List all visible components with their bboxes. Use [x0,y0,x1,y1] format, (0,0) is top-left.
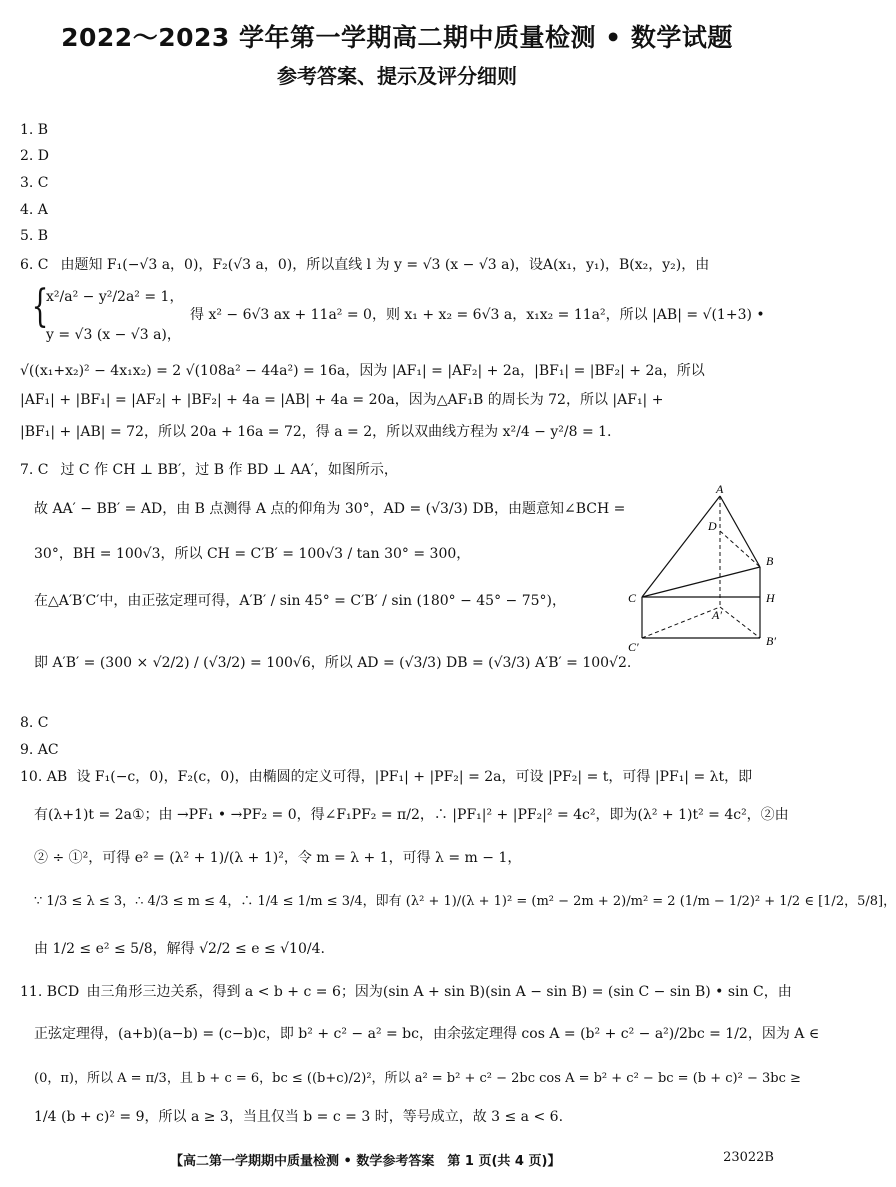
q7-line-1 [20,461,398,479]
label-B-prime: B′ [766,634,776,648]
q6-text-1: 由题知 F₁(−√3 a，0)，F₂(√3 a，0)，所以直线 l 为 y = √3 (x − √3 a)，设A(x₁，y₁)，B(x₂，y₂)，由 [60,257,710,273]
q6-line-1 [20,256,709,274]
q11-number: 11. BCD [20,984,80,1000]
answer-5: 5. B [20,228,49,244]
answer-2: 2. D [20,148,50,164]
q10-number: 10. AB [20,769,68,785]
answer-1: 1. B [20,122,49,138]
q11-text-1: 由三角形三边关系，得到 a < b + c = 6；因为(sin A + sin B)(sin A − sin B) = (sin C − sin B) • sin C，由 [86,984,792,1000]
system-brace: { [31,281,49,332]
q6-system-result: 得 x² − 6√3 ax + 11a² = 0，则 x₁ + x₂ = 6√3 a，x₁x₂ = 11a²，所以 |AB| = √(1+3) • [190,307,765,323]
q11-line-3: (0，π)，所以 A = π/3，且 b + c = 6，bc ≤ ((b+c)/2)²，所以 a² = b² + c² − 2bc cos A = b² + c² − bc = (b + c)² − 3bc ≥ [34,1071,801,1086]
q7-line-4: 在△A′B′C′中，由正弦定理可得，A′B′ / sin 45° = C′B′ / sin (180° − 45° − 75°)， [34,593,566,609]
q11-line-4: 1/4 (b + c)² = 9，所以 a ≥ 3，当且仅当 b = c = 3 时，等号成立，故 3 ≤ a < 6. [34,1109,564,1125]
answer-3: 3. C [20,175,49,191]
q6-system-eq1: x²/a² − y²/2a² = 1， [46,289,184,305]
q10-line-4: ∵ 1/3 ≤ λ ≤ 3，∴ 4/3 ≤ m ≤ 4，∴ 1/4 ≤ 1/m ≤ 3/4，即有 (λ² + 1)/(λ + 1)² = (m² − 2m + 2)/m² = 2 (1/m − 1/2)² + 1/2 ∈ [1/2，5/8]， [34,894,896,909]
label-C-prime: C′ [628,640,639,654]
footer-code: 23022B [723,1150,774,1165]
q10-line-5: 由 1/2 ≤ e² ≤ 5/8，解得 √2/2 ≤ e ≤ √10/4. [34,941,325,957]
q10-line-1 [20,768,752,786]
label-C: C [628,591,637,605]
label-D: D [708,519,717,533]
q7-line-2: 故 AA′ − BB′ = AD，由 B 点测得 A 点的仰角为 30°，AD = (√3/3) DB，由题意知∠BCH = [34,501,626,517]
answer-4: 4. A [20,202,48,218]
q7-line-3: 30°，BH = 100√3，所以 CH = C′B′ = 100√3 / tan 30° = 300， [34,546,471,562]
q6-line-2: √((x₁+x₂)² − 4x₁x₂) = 2 √(108a² − 44a²) = 16a，因为 |AF₁| = |AF₂| + 2a，|BF₁| = |BF₂| + 2a，所以 [20,363,705,379]
q6-system-eq2: y = √3 (x − √3 a)， [46,327,181,343]
q11-line-2: 正弦定理得，(a+b)(a−b) = (c−b)c，即 b² + c² − a² = bc，由余弦定理得 cos A = (b² + c² − a²)/2bc = 1/2，因为 A ∈ [34,1026,820,1042]
q7-line-5: 即 A′B′ = (300 × √2/2) / (√3/2) = 100√6，所以 AD = (√3/3) DB = (√3/3) A′B′ = 100√2. [34,655,632,671]
q11-line-1 [20,983,792,1001]
page-subtitle: 参考答案、提示及评分细则 [277,64,517,88]
q10-line-3: ② ÷ ①²，可得 e² = (λ² + 1)/(λ + 1)²，令 m = λ + 1，可得 λ = m − 1， [34,850,522,866]
footer-center: 【高二第一学期期中质量检测 • 数学参考答案 第 1 页(共 4 页)】 [170,1154,561,1169]
label-H: H [766,591,775,605]
label-A-prime: A′ [712,608,722,622]
q6-line-4: |BF₁| + |AB| = 72，所以 20a + 16a = 72，得 a = 2，所以双曲线方程为 x²/4 − y²/8 = 1. [20,424,612,440]
q10-line-2: 有(λ+1)t = 2a①；由 →PF₁ • →PF₂ = 0，得∠F₁PF₂ = π/2，∴ |PF₁|² + |PF₂|² = 4c²，即为(λ² + 1)t² = 4c²，②由 [34,807,789,823]
page-title: 2022～2023 学年第一学期高二期中质量检测 • 数学试题 [61,23,733,52]
q7-number: 7. C [20,462,49,478]
answer-9: 9. AC [20,742,59,758]
label-A: A [716,482,724,496]
q6-line-3: |AF₁| + |BF₁| = |AF₂| + |BF₂| + 4a = |AB| + 4a = 20a，因为△AF₁B 的周长为 72，所以 |AF₁| + [20,392,664,408]
q10-text-1: 设 F₁(−c，0)，F₂(c，0)，由椭圆的定义可得，|PF₁| + |PF₂| = 2a，可设 |PF₂| = t，可得 |PF₁| = λt，即 [76,769,753,785]
prism-figure [620,483,790,658]
label-B: B [766,554,774,568]
answer-8: 8. C [20,715,49,731]
q6-number: 6. C [20,257,49,273]
q7-text-1: 过 C 作 CH ⊥ BB′，过 B 作 BD ⊥ AA′，如图所示， [60,462,398,478]
